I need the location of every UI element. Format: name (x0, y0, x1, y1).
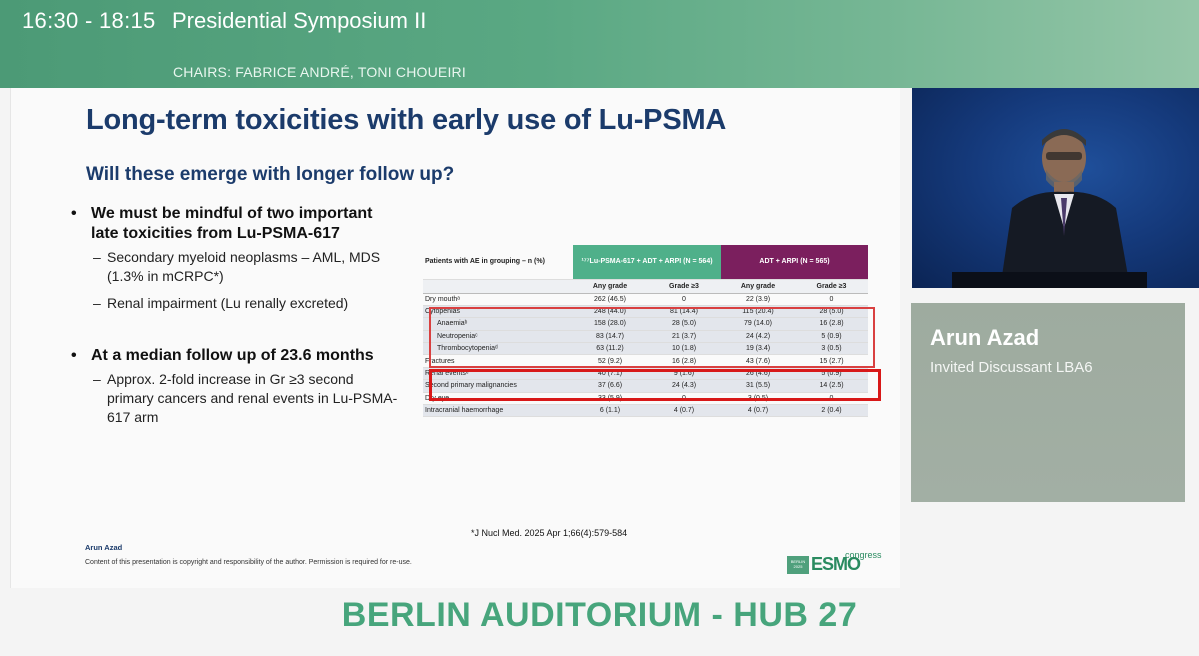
row-label: Renal eventsᵉ (423, 367, 573, 379)
table-cell: 5 (0.9) (795, 330, 868, 342)
table-cell: 40 (7.1) (573, 367, 647, 379)
row-label: Neutropeniaᶜ (423, 330, 573, 342)
table-cell: 28 (5.0) (795, 305, 868, 317)
renal-malignancy-highlight-box (429, 369, 881, 401)
bullet-text: At a median follow up of 23.6 months (91, 347, 374, 364)
speaker-role: Invited Discussant LBA6 (930, 359, 1093, 376)
row-label: Cytopenias (423, 305, 573, 317)
row-label: Anaemiaᵇ (423, 318, 573, 330)
esmo-congress-logo (787, 550, 897, 578)
sub-bullet-text: Approx. 2-fold increase in Gr ≥3 second primary cancers and renal events in Lu-PSMA-617 arm (107, 371, 398, 425)
podium (952, 272, 1147, 288)
table-cell: 19 (3.4) (721, 343, 795, 355)
session-time: 16:30 - 18:15 (22, 8, 156, 33)
header-bar (0, 0, 1199, 88)
table-cell: 6 (1.1) (573, 405, 647, 417)
table-subheader (423, 279, 868, 293)
table-cell: 33 (5.9) (573, 392, 647, 404)
logo-wordmark: ESMO (811, 554, 861, 574)
table-cell: 52 (9.2) (573, 355, 647, 367)
table-cell: 15 (2.7) (795, 355, 868, 367)
group-header-lu-psma: ¹⁷⁷Lu-PSMA-617 + ADT + ARPI (N = 564) (573, 245, 721, 279)
table-cell: 3 (0.5) (795, 343, 868, 355)
bullet-item (71, 204, 401, 244)
table-cell: 28 (5.0) (647, 318, 721, 330)
table-cell: 31 (5.5) (721, 380, 795, 392)
bullet-item (71, 346, 401, 366)
table-cell: 115 (20.4) (721, 305, 795, 317)
slide-author: Arun Azad (85, 543, 123, 552)
table-cell: 3 (0.5) (721, 392, 795, 404)
table-cell: 0 (647, 392, 721, 404)
table-cell: 4 (0.7) (721, 405, 795, 417)
table-cell: 37 (6.6) (573, 380, 647, 392)
table-cell: 2 (0.4) (795, 405, 868, 417)
presentation-slide (10, 88, 900, 588)
row-label: Fractures (423, 355, 573, 367)
table-cell: 83 (14.7) (573, 330, 647, 342)
slide-copyright: Content of this presentation is copyright and responsibility of the author. Permission is required for re-use. (85, 559, 412, 566)
sub-bullet-text: Secondary myeloid neoplasms – AML, MDS (1.3% in mCRPC*) (107, 249, 381, 284)
table-cell: 63 (11.2) (573, 343, 647, 355)
venue-label: BERLIN AUDITORIUM - HUB 27 (341, 596, 858, 634)
table-cell: 9 (1.6) (647, 367, 721, 379)
row-label: Second primary malignancies (423, 380, 573, 392)
row-label: Thrombocytopeniaᵈ (423, 343, 573, 355)
sub-bullet-item (93, 294, 401, 313)
speaker-figure (982, 118, 1152, 276)
table-cell: 248 (44.0) (573, 305, 647, 317)
sub-bullet-item (93, 248, 401, 286)
bullet-glyph: • (71, 347, 77, 364)
table-cell: 79 (14.0) (721, 318, 795, 330)
slide-subtitle: Will these emerge with longer follow up? (86, 164, 455, 185)
table-cell: 158 (28.0) (573, 318, 647, 330)
speaker-name-card (911, 303, 1185, 502)
sub-bullet-item (93, 370, 401, 427)
table-cell: 0 (647, 293, 721, 305)
dash-glyph: – (93, 249, 101, 265)
dash-glyph: – (93, 371, 101, 387)
table-cell: 43 (7.6) (721, 355, 795, 367)
table-cell: 0 (795, 392, 868, 404)
group-header-adt-arpi: ADT + ARPI (N = 565) (721, 245, 868, 279)
table-row (423, 405, 868, 417)
table-cell: 26 (4.6) (721, 367, 795, 379)
col-header: Any grade (573, 279, 647, 293)
row-label: Dry mouthᵃ (423, 293, 573, 305)
col-header: Grade ≥3 (795, 279, 868, 293)
slide-title: Long-term toxicities with early use of Lu-PSMA (86, 104, 727, 136)
logo-suffix: congress (845, 550, 882, 560)
logo-badge: BERLIN 2025 (787, 556, 809, 574)
table-cell: 22 (3.9) (721, 293, 795, 305)
session-title: Presidential Symposium II (172, 8, 427, 33)
table-cell: 21 (3.7) (647, 330, 721, 342)
bullet-glyph: • (71, 205, 77, 222)
row-label: Dry eye (423, 392, 573, 404)
table-cell: 4 (0.7) (647, 405, 721, 417)
speaker-video (912, 88, 1199, 288)
row-label: Intracranial haemorrhage (423, 405, 573, 417)
table-cell: 262 (46.5) (573, 293, 647, 305)
table-cell: 16 (2.8) (795, 318, 868, 330)
speaker-name: Arun Azad (930, 325, 1040, 350)
table-cell: 81 (14.4) (647, 305, 721, 317)
bullet-group-2 (71, 346, 401, 427)
bullet-text: We must be mindful of two important late toxicities from Lu-PSMA-617 (91, 205, 373, 242)
sub-bullet-text: Renal impairment (Lu renally excreted) (107, 295, 349, 311)
table-cell: 24 (4.3) (647, 380, 721, 392)
table-cell: 14 (2.5) (795, 380, 868, 392)
table-cell: 5 (0.9) (795, 367, 868, 379)
bullet-group-1 (71, 204, 401, 313)
cytopenias-highlight-box (429, 307, 875, 368)
slide-reference: *J Nucl Med. 2025 Apr 1;66(4):579-584 (471, 528, 628, 538)
dash-glyph: – (93, 295, 101, 311)
table-cell: 10 (1.8) (647, 343, 721, 355)
session-chairs: CHAIRS: FABRICE ANDRÉ, TONI CHOUEIRI (173, 64, 466, 80)
col-header: Grade ≥3 (647, 279, 721, 293)
table-cell: 24 (4.2) (721, 330, 795, 342)
table-row-header: Patients with AE in grouping – n (%) (423, 245, 573, 279)
table-group-header (423, 245, 868, 279)
table-cell: 16 (2.8) (647, 355, 721, 367)
table-row (423, 293, 868, 305)
table-cell: 0 (795, 293, 868, 305)
col-header: Any grade (721, 279, 795, 293)
